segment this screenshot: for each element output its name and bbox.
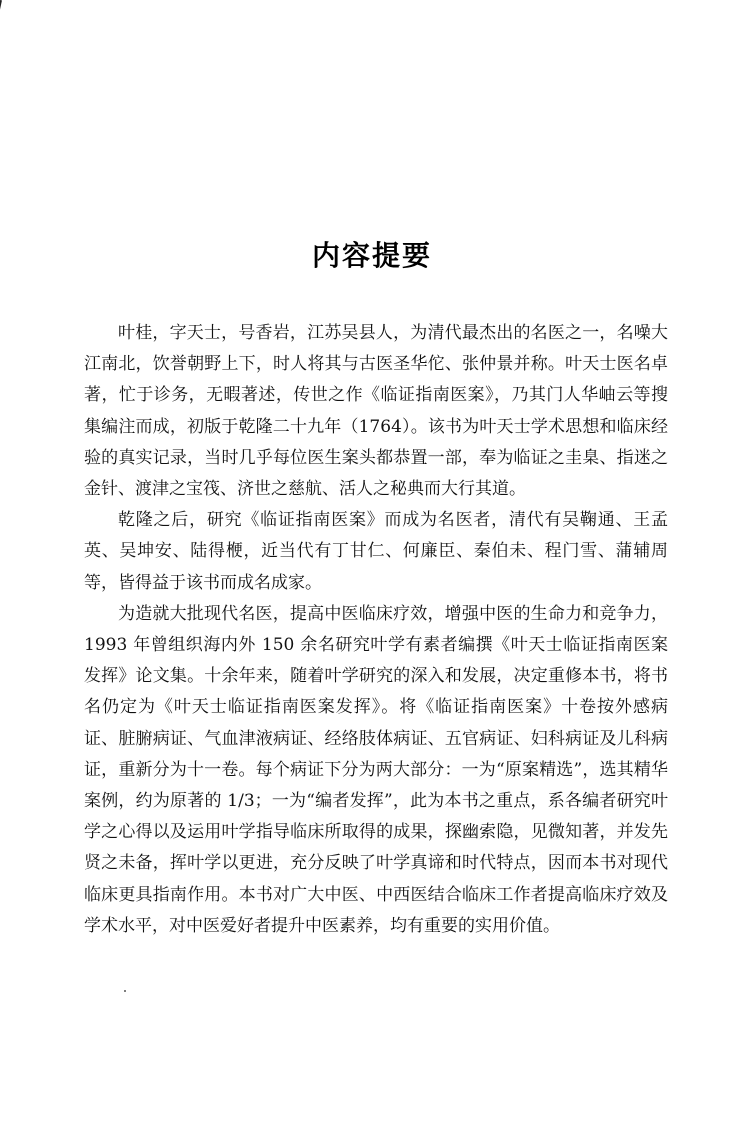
page-title: 内容提要	[311, 239, 432, 272]
paragraph-successors: 乾隆之后，研究《临证指南医案》而成为名医者，清代有吴鞠通、王孟英、吴坤安、陆得楩，近当代有丁甘仁、何廉臣、秦伯未、程门雪、蒲辅周等，皆得益于该书而成名成家。	[84, 510, 668, 593]
paragraph-book-purpose: 为造就大批现代名医，提高中医临床疗效，增强中医的生命力和竞争力，1993 年曾组织海内外 150 余名研究叶学有素者编撰《叶天士临证指南医案发挥》论文集。十余年来，随着叶学研究的深入和发展，决定重修本书，将书名仍定为《叶天士临证指南医案发挥》。将《临证指南医案》十卷按外感病证、脏腑病证、气血津液病证、经络肢体病证、五官病证、妇科病证及儿科病证，重新分为十一卷。每个病证下分为两大部分：一为“原案精选”，选其精华案例，约为原著的 1/3；一为“编者发挥”，此为本书之重点，系各编者研究叶学之心得以及运用叶学指导临床所取得的成果，探幽索隐，见微知著，并发先贤之未备，挥叶学以更进，充分反映了叶学真谛和时代特点，因而本书对现代临床更具指南作用。本书对广大中医、中西医结合临床工作者提高临床疗效及学术水平，对中医爱好者提升中医素养，均有重要的实用价值。	[84, 603, 668, 936]
summary-body	[84, 318, 668, 942]
scan-edge-mark	[0, 0, 2, 18]
paragraph-intro: 叶桂，字天士，号香岩，江苏吴县人，为清代最杰出的名医之一，名噪大江南北，饮誉朝野上下，时人将其与古医圣华佗、张仲景并称。叶天士医名卓著，忙于诊务，无暇著述，传世之作《临证指南医案》，乃其门人华岫云等搜集编注而成，初版于乾隆二十九年（1764）。该书为叶天士学术思想和临床经验的真实记录，当时几乎每位医生案头都恭置一部，奉为临证之圭臬、指迷之金针、渡津之宝筏、济世之慈航、活人之秘典而大行其道。	[84, 323, 668, 500]
scan-speck	[124, 990, 126, 992]
